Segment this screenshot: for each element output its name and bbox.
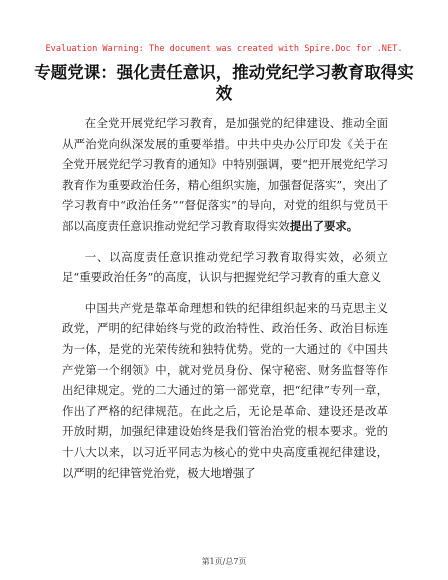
document-title: 专题党课：强化责任意识，推动党纪学习教育取得实效: [34, 63, 414, 103]
paragraph-3: 中国共产党是靠革命理想和铁的纪律组织起来的马克思主义政党，严明的纪律始终与党的政治特性、政治任务、政治目标连为一体，是党的光荣传统和独特优势。党的一大通过的《中国共产党第一个纲领》中，就对党员身份、保守秘密、财务监督等作出纪律规定。党的二大通过的第一部党章，把“纪律”专列一章，作出了严格的纪律规范。在此之后，无论是革命、建设还是改革开放时期，加强纪律建设始终是我们管治治党的根本要求。党的十八大以来，以习近平同志为核心的党中央高度重视纪律建设，以严明的纪律管党治党，极大地增强了: [62, 300, 388, 480]
paragraph-2: 一、以高度责任意识推动党纪学习教育取得实效，必须立足“重要政治任务”的高度，认识与把握党纪学习教育的重大意义: [62, 249, 388, 285]
paragraph-1-lead: 在全党开展党纪学习教育，是加强党的纪律建设、推动全面从严治党向纵深发展的重要举措。中共中央办公厅印发《关于在全党开展党纪学习教育的通知》中特别强调，要“把开展党纪学习教育作为重要政治任务，精心组织实施，加强督促落实”，突出了学习教育中“政治任务”“督促落实”的导向，对党的组织与党员干部以高度责任意识推动党纪学习教育取得实效: [62, 116, 388, 233]
page-footer: 第1页/总7页: [201, 557, 247, 566]
evaluation-warning: Evaluation Warning: The document was created with Spire.Doc for .NET.: [45, 44, 403, 54]
document-body: [62, 113, 388, 493]
paragraph-1: [62, 113, 388, 237]
paragraph-1-tail: 提出了要求。: [289, 218, 359, 233]
